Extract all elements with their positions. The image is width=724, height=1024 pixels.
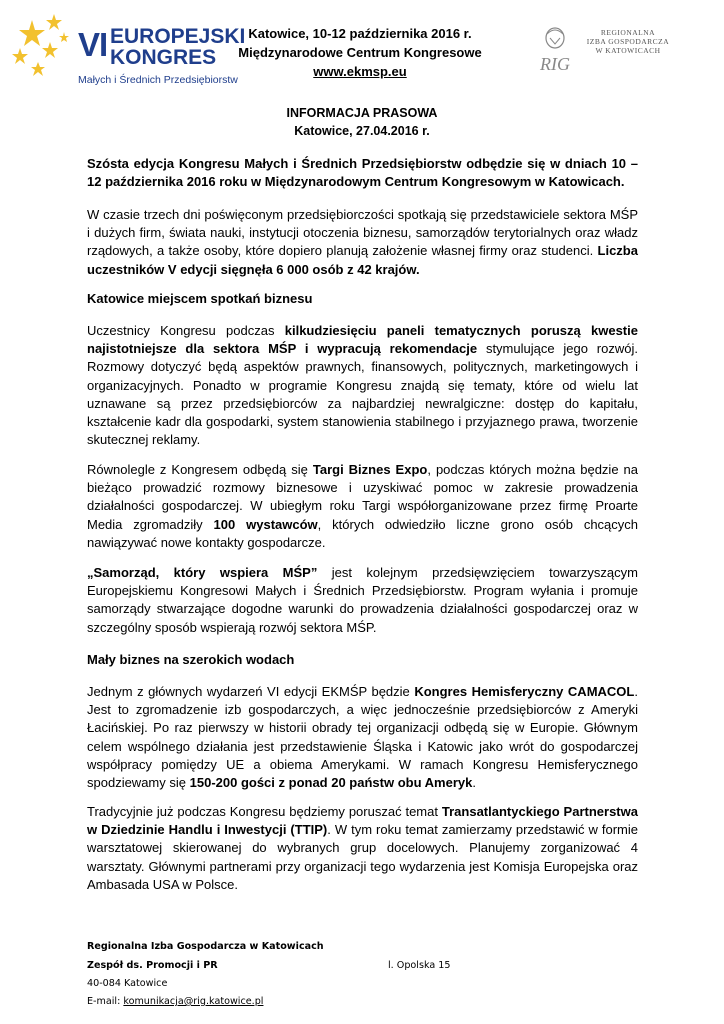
rig-logo-text [580, 28, 676, 55]
ttip-paragraph [87, 803, 638, 894]
expo-highlight-2: 100 wystawców [213, 516, 318, 532]
eagle-emblem-icon [530, 24, 580, 76]
ttip-highlight: Transatlantyckiego Partnerstwa w Dziedzinie Handlu i Inwestycji (TTIP) [87, 804, 638, 838]
samorzad-highlight: „Samorząd, który wspiera MŚP” [87, 565, 318, 580]
expo-text-3: , których odwiedziło liczne grono osób chcących nawiązywać nowe kontakty gospodarcze. [87, 516, 639, 550]
expo-text-2: , podczas których można będzie na bieżąco prowadzić rozmowy biznesowe i uzyskiwać pomoc w zakresie prowadzenia działalności gospodarczej. W ubiegłym roku Targi współorganizowane przez firmę Proarte Media zgromadziły [87, 462, 638, 532]
rig-logo-line1: REGIONALNA [600, 28, 656, 37]
press-release-title: INFORMACJA PRASOWA [286, 106, 438, 120]
congress-logo [10, 12, 246, 86]
footer-team [87, 960, 218, 971]
footer-org-name: Regionalna Izba Gospodarcza w Katowicach [87, 941, 324, 952]
footer-street: l. Opolska 15 [388, 960, 451, 971]
section-heading-small-business: Mały biznes na szerokich wodach [87, 652, 295, 667]
footer-email-row [87, 996, 263, 1007]
footer-postal: 40-084 Katowice [87, 978, 168, 989]
camacol-highlight-2: 150-200 gości z ponad 20 państw obu Ameryk [189, 775, 473, 791]
event-website-link[interactable]: www.ekmsp.eu [313, 64, 407, 79]
logo-line3: Małych i Średnich Przedsiębiorstw [78, 74, 238, 86]
stars-icon [10, 12, 80, 84]
panels-highlight: kilkudziesięciu paneli tematycznych poruszą kwestie najistotniejsze dla sektora MŚP i wypracują rekomendacje [87, 323, 638, 357]
rig-logo-line3: W KATOWICACH [595, 46, 661, 55]
rig-monogram: RIG [540, 54, 570, 74]
footer-org [87, 941, 324, 952]
footer-email-link[interactable]: komunikacja@rig.katowice.pl [123, 996, 264, 1007]
footer-email-label: E-mail: [87, 996, 121, 1007]
press-release-date: Katowice, 27.04.2016 r. [294, 124, 430, 138]
panels-text-1: Uczestnicy Kongresu podczas [87, 323, 275, 338]
panels-text-2: stymulujące jego rozwój. Rozmowy dotyczyć będą aspektów prawnych, finansowych, politycznych, marketingowych i organizacyjnych. Ponadto w programie Kongresu znajdą się tematy, które od wielu lat uznawane są przez przedsiębiorców za najbardziej newralgiczne: dostęp do kapitału, kształcenie kadr dla gospodarki, system stanowienia stabilnego i przyjaznego prawa, tworzenie skutecznej reklamy. [87, 341, 638, 448]
intro-highlight: Liczba uczestników V edycji sięgnęła 6 000 osób z 42 krajów. [87, 243, 638, 277]
camacol-highlight-1: Kongres Hemisferyczny CAMACOL [414, 684, 635, 699]
panels-paragraph [87, 322, 638, 449]
rig-logo [530, 24, 676, 76]
camacol-text-1: Jednym z głównych wydarzeń VI edycji EKMŚP będzie [87, 684, 410, 699]
section-heading-katowice: Katowice miejscem spotkań biznesu [87, 291, 313, 306]
logo-line1: EUROPEJSKI [110, 25, 246, 48]
lead-paragraph: Szósta edycja Kongresu Małych i Średnich Przedsiębiorstw odbędzie się w dniach 10 – 12 października 2016 roku w Międzynarodowym Centrum Kongresowym w Katowicach. [87, 156, 638, 190]
logo-line2: KONGRES [110, 46, 217, 69]
camacol-text-2: . Jest to zgromadzenie izb gospodarczych, a więc jednocześnie przedsiębiorców z Ameryki Łacińskiej. Po raz pierwszy w historii obrady tej organizacji odbędą się w Europie. Głównym celem wspólnego działania jest przedstawienie Śląska i Katowic jako wrót do gospodarczej współpracy pomiędzy UE a obiema Amerykami. W ramach Kongresu Hemisferycznego spodziewamy się [87, 684, 638, 791]
logo-edition: VI [78, 26, 108, 63]
expo-text-1: Równolegle z Kongresem odbędą się [87, 462, 308, 477]
expo-paragraph [87, 461, 638, 552]
footer-team-name: Zespół ds. Promocji i PR [87, 960, 218, 971]
ttip-text-2: . W tym roku temat zamierzamy przedstawić w formie warsztatowej skierowanej do wybranych grup docelowych. Planujemy zorganizować 4 warsztaty. Głównymi partnerami przy organizacji tego wydarzenia jest Komisja Europejska oraz Ambasada USA w Polsce. [87, 822, 638, 892]
ttip-text-1: Tradycyjnie już podczas Kongresu będziemy poruszać temat [87, 804, 438, 819]
intro-text: W czasie trzech dni poświęconym przedsiębiorczości spotkają się przedstawiciele sektora MŚP i dużych firm, świata nauki, instytucji otoczenia biznesu, samorządów terytorialnych oraz władz rządowych, a także osoby, które dopiero planują założenie własnej firmy oraz studenci. [87, 207, 638, 259]
event-venue: Międzynarodowe Centrum Kongresowe [238, 45, 482, 60]
event-header [230, 24, 490, 81]
camacol-text-3: . [472, 775, 476, 791]
intro-paragraph [87, 206, 638, 279]
camacol-paragraph [87, 683, 638, 792]
samorzad-text: jest kolejnym przedsięwzięciem towarzyszącym Europejskiemu Kongresowi Małych i Średnich Przedsiębiorstw. Program wyłania i promuje samorządy stwarzające dogodne warunki do prowadzenia działalności gospodarczej oraz w szczególny sposób wspierają rozwój sektora MŚP. [87, 565, 638, 635]
event-dates: Katowice, 10-12 października 2016 r. [248, 26, 472, 41]
expo-highlight-1: Targi Biznes Expo [312, 462, 428, 477]
rig-logo-line2: IZBA GOSPODARCZA [586, 37, 670, 46]
samorzad-paragraph [87, 564, 638, 637]
